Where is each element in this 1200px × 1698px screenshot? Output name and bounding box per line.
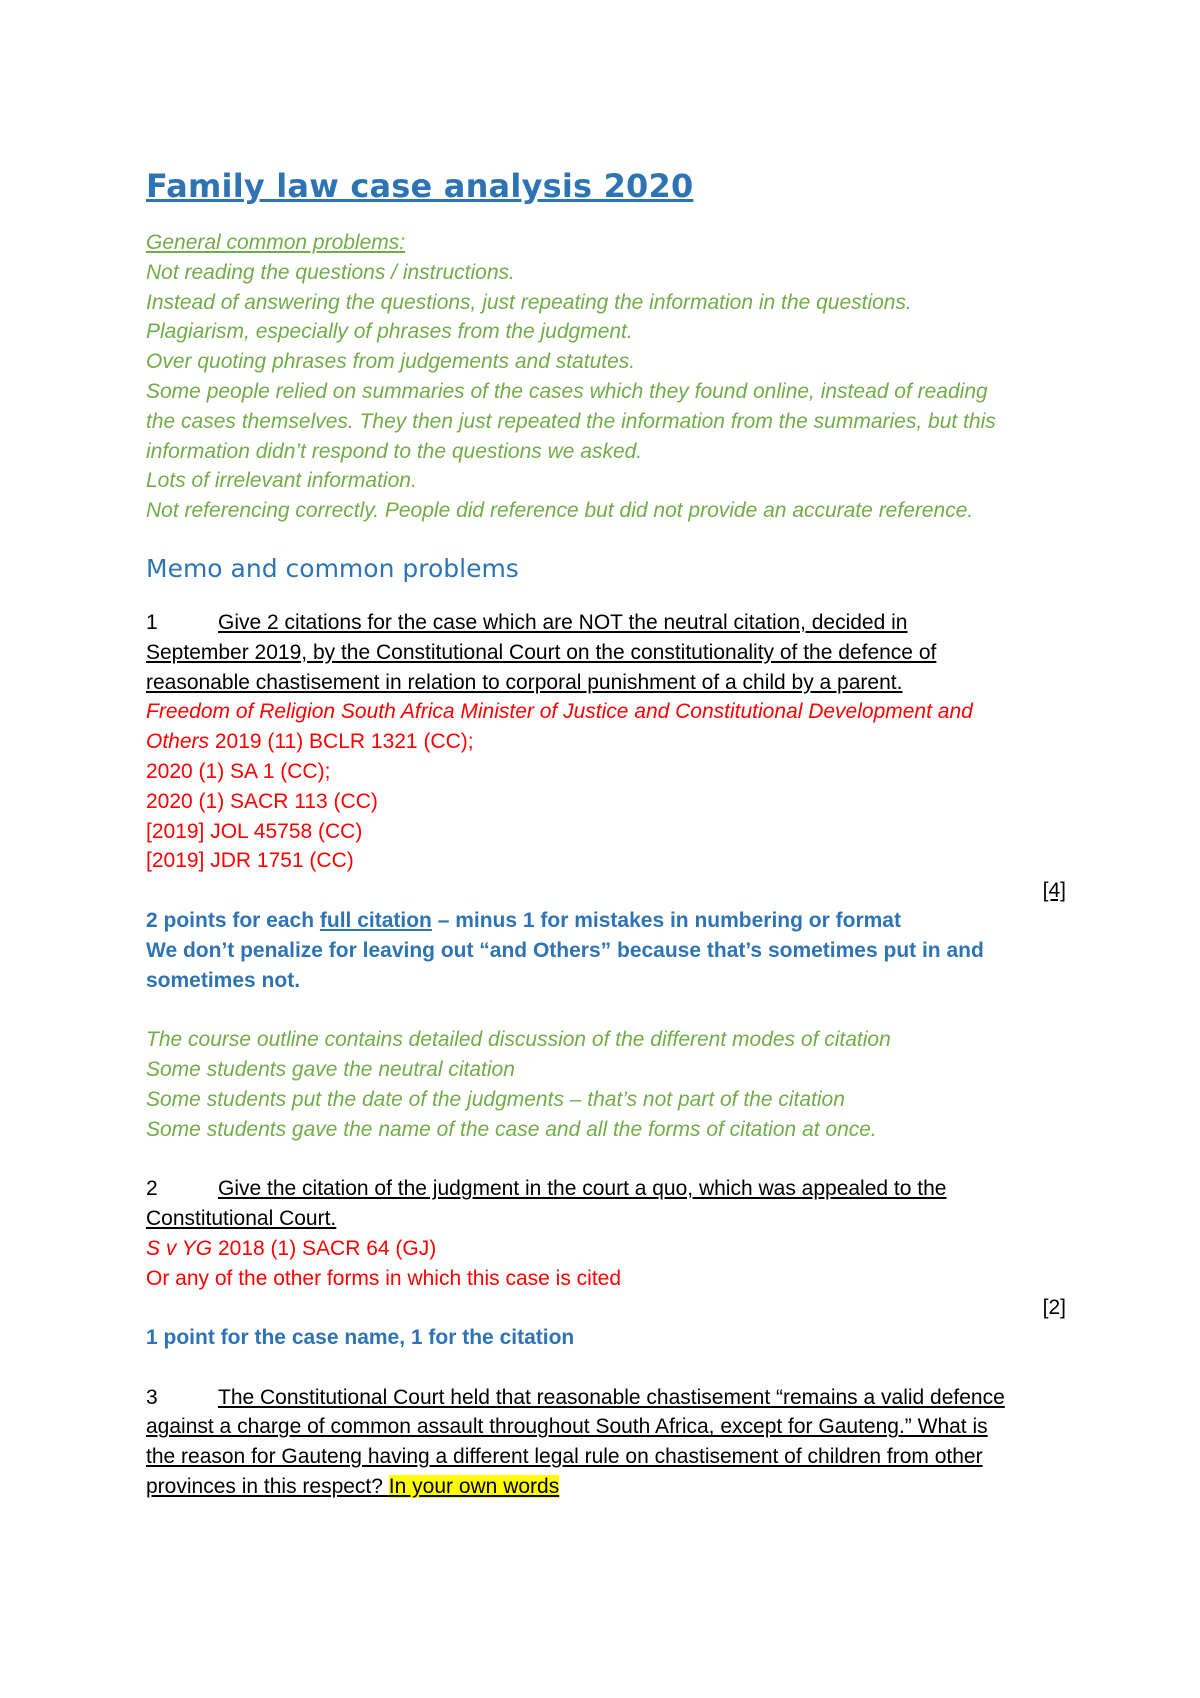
citation: [2019] JDR 1751 (CC) xyxy=(146,849,354,873)
citation-note: Or any of the other forms in which this case is cited xyxy=(146,1266,622,1290)
general-line: Instead of answering the questions, just repeating the information in the questions. xyxy=(146,290,912,314)
general-line: Not referencing correctly. People did reference but did not provide an accurate reference. xyxy=(146,499,974,523)
citation: 2020 (1) SA 1 (CC); xyxy=(146,759,331,783)
marking-guide: 2 points for each full citation – minus 1 for mistakes in numbering or format xyxy=(146,908,901,932)
problem-note: Some students gave the name of the case and all the forms of citation at once. xyxy=(146,1117,877,1141)
general-line: Not reading the questions / instructions. xyxy=(146,260,515,284)
question-2 xyxy=(146,1174,1066,1353)
problem-note: Some students gave the neutral citation xyxy=(146,1057,515,1081)
question-number: 3 xyxy=(146,1385,158,1409)
page-title: Family law case analysis 2020 xyxy=(146,167,694,205)
question-text: September 2019, by the Constitutional Court on the constitutionality of the defence of xyxy=(146,640,937,664)
general-line: Plagiarism, especially of phrases from the judgment. xyxy=(146,320,633,344)
question-text: reasonable chastisement in relation to corporal punishment of a child by a parent. xyxy=(146,670,903,694)
citation: 2020 (1) SACR 113 (CC) xyxy=(146,789,378,813)
general-problems xyxy=(146,228,1066,526)
citation: S v YG 2018 (1) SACR 64 (GJ) xyxy=(146,1236,437,1260)
marking-guide: 1 point for the case name, 1 for the citation xyxy=(146,1326,575,1350)
question-text: 3 The Constitutional Court held that reasonable chastisement “remains a valid defence xyxy=(146,1383,1066,1413)
question-number: 2 xyxy=(146,1177,158,1201)
general-line: Lots of irrelevant information. xyxy=(146,469,417,493)
marking-guide: We don’t penalize for leaving out “and Others” because that’s sometimes put in and xyxy=(146,938,984,962)
question-text: against a charge of common assault throughout South Africa, except for Gauteng.” What is xyxy=(146,1415,988,1439)
question-text: the reason for Gauteng having a different legal rule on chastisement of children from other xyxy=(146,1445,983,1469)
citation: [2019] JOL 45758 (CC) xyxy=(146,819,363,843)
marks-label: [2] xyxy=(1042,1296,1066,1320)
problem-note: The course outline contains detailed discussion of the different modes of citation xyxy=(146,1028,891,1052)
question-text: provinces in this respect? In your own words xyxy=(146,1475,560,1499)
memo-heading: Memo and common problems xyxy=(146,553,519,583)
general-heading: General common problems: xyxy=(146,231,406,254)
question-1 xyxy=(146,608,1066,1144)
general-line: Some people relied on summaries of the cases which they found online, instead of reading xyxy=(146,379,988,403)
document-content xyxy=(146,166,1066,1502)
marking-guide: sometimes not. xyxy=(146,968,301,992)
question-text: 2 Give the citation of the judgment in the court a quo, which was appealed to the xyxy=(146,1174,1066,1204)
highlighted-instruction: In your own words xyxy=(388,1475,560,1499)
marks-label: [4] xyxy=(1042,879,1066,903)
general-line: Over quoting phrases from judgements and statutes. xyxy=(146,350,636,374)
question-number: 1 xyxy=(146,610,158,634)
question-text: Constitutional Court. xyxy=(146,1206,337,1230)
problem-note: Some students put the date of the judgments – that’s not part of the citation xyxy=(146,1087,845,1111)
citation: Others 2019 (11) BCLR 1321 (CC); xyxy=(146,730,474,754)
general-line: the cases themselves. They then just repeated the information from the summaries, but this xyxy=(146,409,996,433)
case-name: Freedom of Religion South Africa Minister of Justice and Constitutional Development and xyxy=(146,700,973,724)
question-3 xyxy=(146,1383,1066,1502)
general-line: information didn’t respond to the questions we asked. xyxy=(146,439,643,463)
question-text: 1 Give 2 citations for the case which are NOT the neutral citation, decided in xyxy=(146,608,1066,638)
